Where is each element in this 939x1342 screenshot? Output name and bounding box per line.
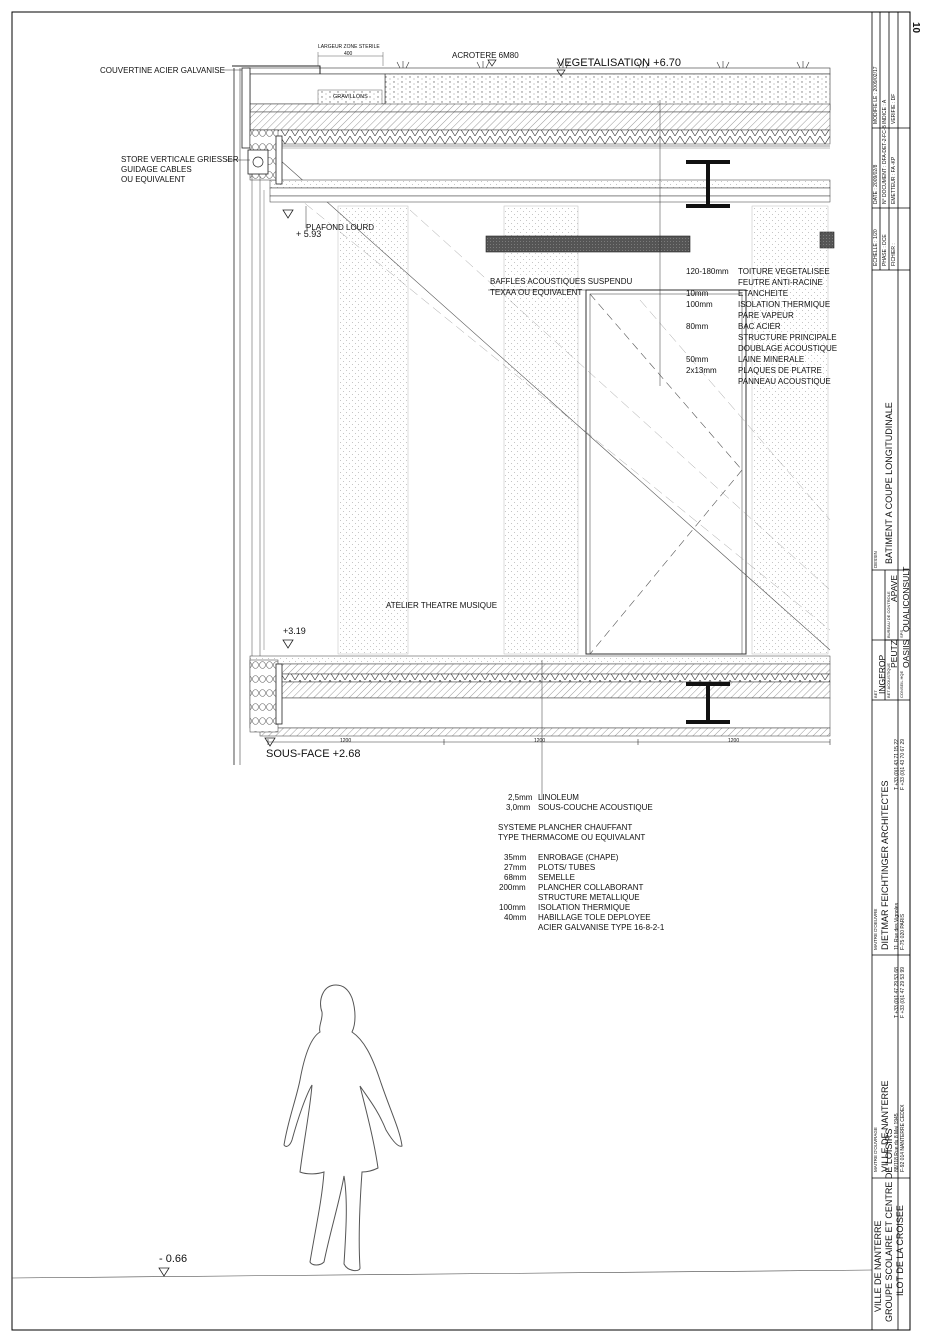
architect-address-2: F-75 020 PARIS [900, 913, 906, 950]
sps-name: QUALICONSULT [901, 566, 911, 632]
floor-layer-desc: SOUS-COUCHE ACOUSTIQUE [538, 803, 653, 812]
couvertine-label: COUVERTINE ACIER GALVANISE [100, 66, 225, 75]
architect-heading: MAITRE D'OEUVRE [873, 908, 878, 950]
floor-layer-thk: 2,5mm [508, 793, 533, 802]
store-label-2: GUIDAGE CABLES [121, 165, 192, 174]
roof-layer-thk: 10mm [686, 289, 709, 298]
acoustic-heading: BET ACOUSTIQUE [886, 662, 891, 698]
floor-layer-desc: PLANCHER COLLABORANT [538, 883, 644, 892]
client-address-1: 88/118 Rue du 8 Mai 1945 [894, 1113, 900, 1172]
floor-layer-desc: SYSTEME PLANCHER CHAUFFANT [498, 823, 633, 832]
floor-layer-desc: ISOLATION THERMIQUE [538, 903, 631, 912]
scale-field: ECHELLE : 1/20 [873, 229, 879, 266]
floor-layer-thk: 200mm [499, 883, 526, 892]
drawing-title: BATIMENT A COUPE LONGITUDINALE [884, 402, 894, 564]
hqe-heading: CONSEIL HQE [899, 670, 904, 698]
client-fax: F +33 (0)1 47 29 53 99 [900, 966, 906, 1018]
architect-address-1: 11, Rue des Vignoles [894, 902, 900, 950]
architect-fax: F +33 (0)1 43 70 67 29 [900, 738, 906, 790]
floor-layer-desc: PLOTS/ TUBES [538, 863, 596, 872]
roof-layer-desc: BAC ACIER [738, 322, 781, 331]
client-name: VILLE DE NANTERRE [880, 1080, 890, 1172]
issuer-field: EMETTEUR : FA -KP [891, 156, 897, 204]
floor-layer-thk: 40mm [504, 913, 527, 922]
ground-level-label: - 0.66 [159, 1253, 188, 1265]
file-field: FICHIER : [891, 243, 897, 266]
modified-field: MODIFIE LE : 2009/02/17 [873, 66, 879, 124]
sterile-zone-label: LARGEUR ZONE STERILE [318, 44, 380, 50]
acrotere-label: ACROTERE 6M80 [452, 51, 519, 60]
document-number-field: N° DOCUMENT : DFA-DET-2-FC-B [882, 125, 888, 204]
floor-layer-thk: 35mm [504, 853, 527, 862]
roof-layer-desc: ISOLATION THERMIQUE [738, 300, 831, 309]
human-figure-icon [284, 985, 402, 1271]
sps-heading: SPS [899, 629, 904, 638]
roof-layer-desc: ETANCHEITE [738, 289, 789, 298]
roof-layer-thk: 50mm [686, 355, 709, 364]
sterile-width-label: 400 [344, 51, 353, 57]
floor-layer-desc: ACIER GALVANISE TYPE 16-8-2-1 [538, 923, 665, 932]
verified-field: VERIFIE : DF [891, 93, 897, 124]
store-label-1: STORE VERTICALE GRIESSER [121, 155, 239, 164]
roof-layer-thk: 2x13mm [686, 366, 717, 375]
roof-layer-desc: STRUCTURE PRINCIPALE [738, 333, 837, 342]
control-name: APAVE [889, 574, 899, 602]
project-line-3: ILOT DE LA CROISEE [895, 1205, 905, 1296]
architect-name: DIETMAR FEICHTINGER ARCHITECTES [880, 780, 890, 950]
bet-name: INGEROP [877, 654, 887, 694]
roof-layer-desc: TOITURE VEGETALISEE [738, 267, 830, 276]
baffles-label-2: TEXAA OU EQUIVALENT [490, 288, 583, 297]
roof-layer-desc: FEUTRE ANTI-RACINE [738, 278, 823, 287]
index-field: INDICE : A [882, 99, 888, 124]
client-phone: T +33 (0)1 47 29 53 68 [894, 967, 900, 1018]
roof-layer-desc: PANNEAU ACOUSTIQUE [738, 377, 831, 386]
roof-layer-thk: 120-180mm [686, 267, 729, 276]
floor-layer-thk: 3,0mm [506, 803, 531, 812]
roof-layer-desc: PARE VAPEUR [738, 311, 794, 320]
roof-layer-desc: DOUBLAGE ACOUSTIQUE [738, 344, 838, 353]
level-593-label: + 5.93 [296, 229, 322, 239]
page-number: 10 [910, 22, 921, 34]
roof-layer-desc: PLAQUES DE PLATRE [738, 366, 822, 375]
floor-layer-desc: TYPE THERMACOME OU EQUIVALANT [498, 833, 646, 842]
floor-layer-desc: SEMELLE [538, 873, 575, 882]
control-heading: BUREAU DE CONTROLE [886, 591, 891, 638]
drawing-heading: DESSIN [873, 551, 878, 568]
floor-layer-thk: 27mm [504, 863, 527, 872]
client-address-2: F-92 014 NANTERRE CEDEX [900, 1104, 906, 1172]
floor-layer-desc: STRUCTURE METALLIQUE [538, 893, 640, 902]
floor-layer-thk: 68mm [504, 873, 527, 882]
floor-layer-desc: HABILLAGE TOLE DEPLOYEE [538, 913, 651, 922]
acoustic-name: PEUTZ [889, 640, 899, 668]
client-heading: MAITRE D'OUVRAGE [873, 1127, 878, 1172]
project-line-1: VILLE DE NANTERRE [873, 1220, 883, 1312]
architect-phone: T +33 (0)1 43 71 15 22 [894, 739, 900, 790]
sous-face-label: SOUS-FACE +2.68 [266, 748, 361, 760]
plafond-label: PLAFOND LOURD [306, 223, 375, 232]
grid-dim-label: 1200 [340, 738, 352, 744]
phase-field: PHASE : DCE [882, 234, 888, 266]
project-line-2: GROUPE SCOLAIRE ET CENTRE DE LOISIRS [884, 1128, 894, 1322]
floor-layer-desc: ENROBAGE (CHAPE) [538, 853, 619, 862]
vegetalisation-label: VEGETALISATION +6.70 [557, 57, 682, 69]
grid-dim-label: 1200 [534, 738, 546, 744]
roof-layer-thk: 100mm [686, 300, 713, 309]
grid-dim-label: 1200 [728, 738, 740, 744]
date-field: DATE : 2009/02/8 [873, 164, 879, 204]
roof-layer-desc: LAINE MINERALE [738, 355, 805, 364]
floor-layer-thk: 100mm [499, 903, 526, 912]
baffles-label-1: BAFFLES ACOUSTIQUES SUSPENDU [490, 277, 633, 286]
level-319-label: +3.19 [283, 626, 306, 636]
gravillons-label: GRAVILLONS [333, 94, 368, 100]
bet-heading: BET [873, 690, 878, 698]
floor-layer-desc: LINOLEUM [538, 793, 579, 802]
roof-layer-thk: 80mm [686, 322, 709, 331]
hqe-name: OASIIS [901, 639, 911, 668]
store-label-3: OU EQUIVALENT [121, 175, 186, 184]
atelier-label: ATELIER THEATRE MUSIQUE [386, 601, 498, 610]
